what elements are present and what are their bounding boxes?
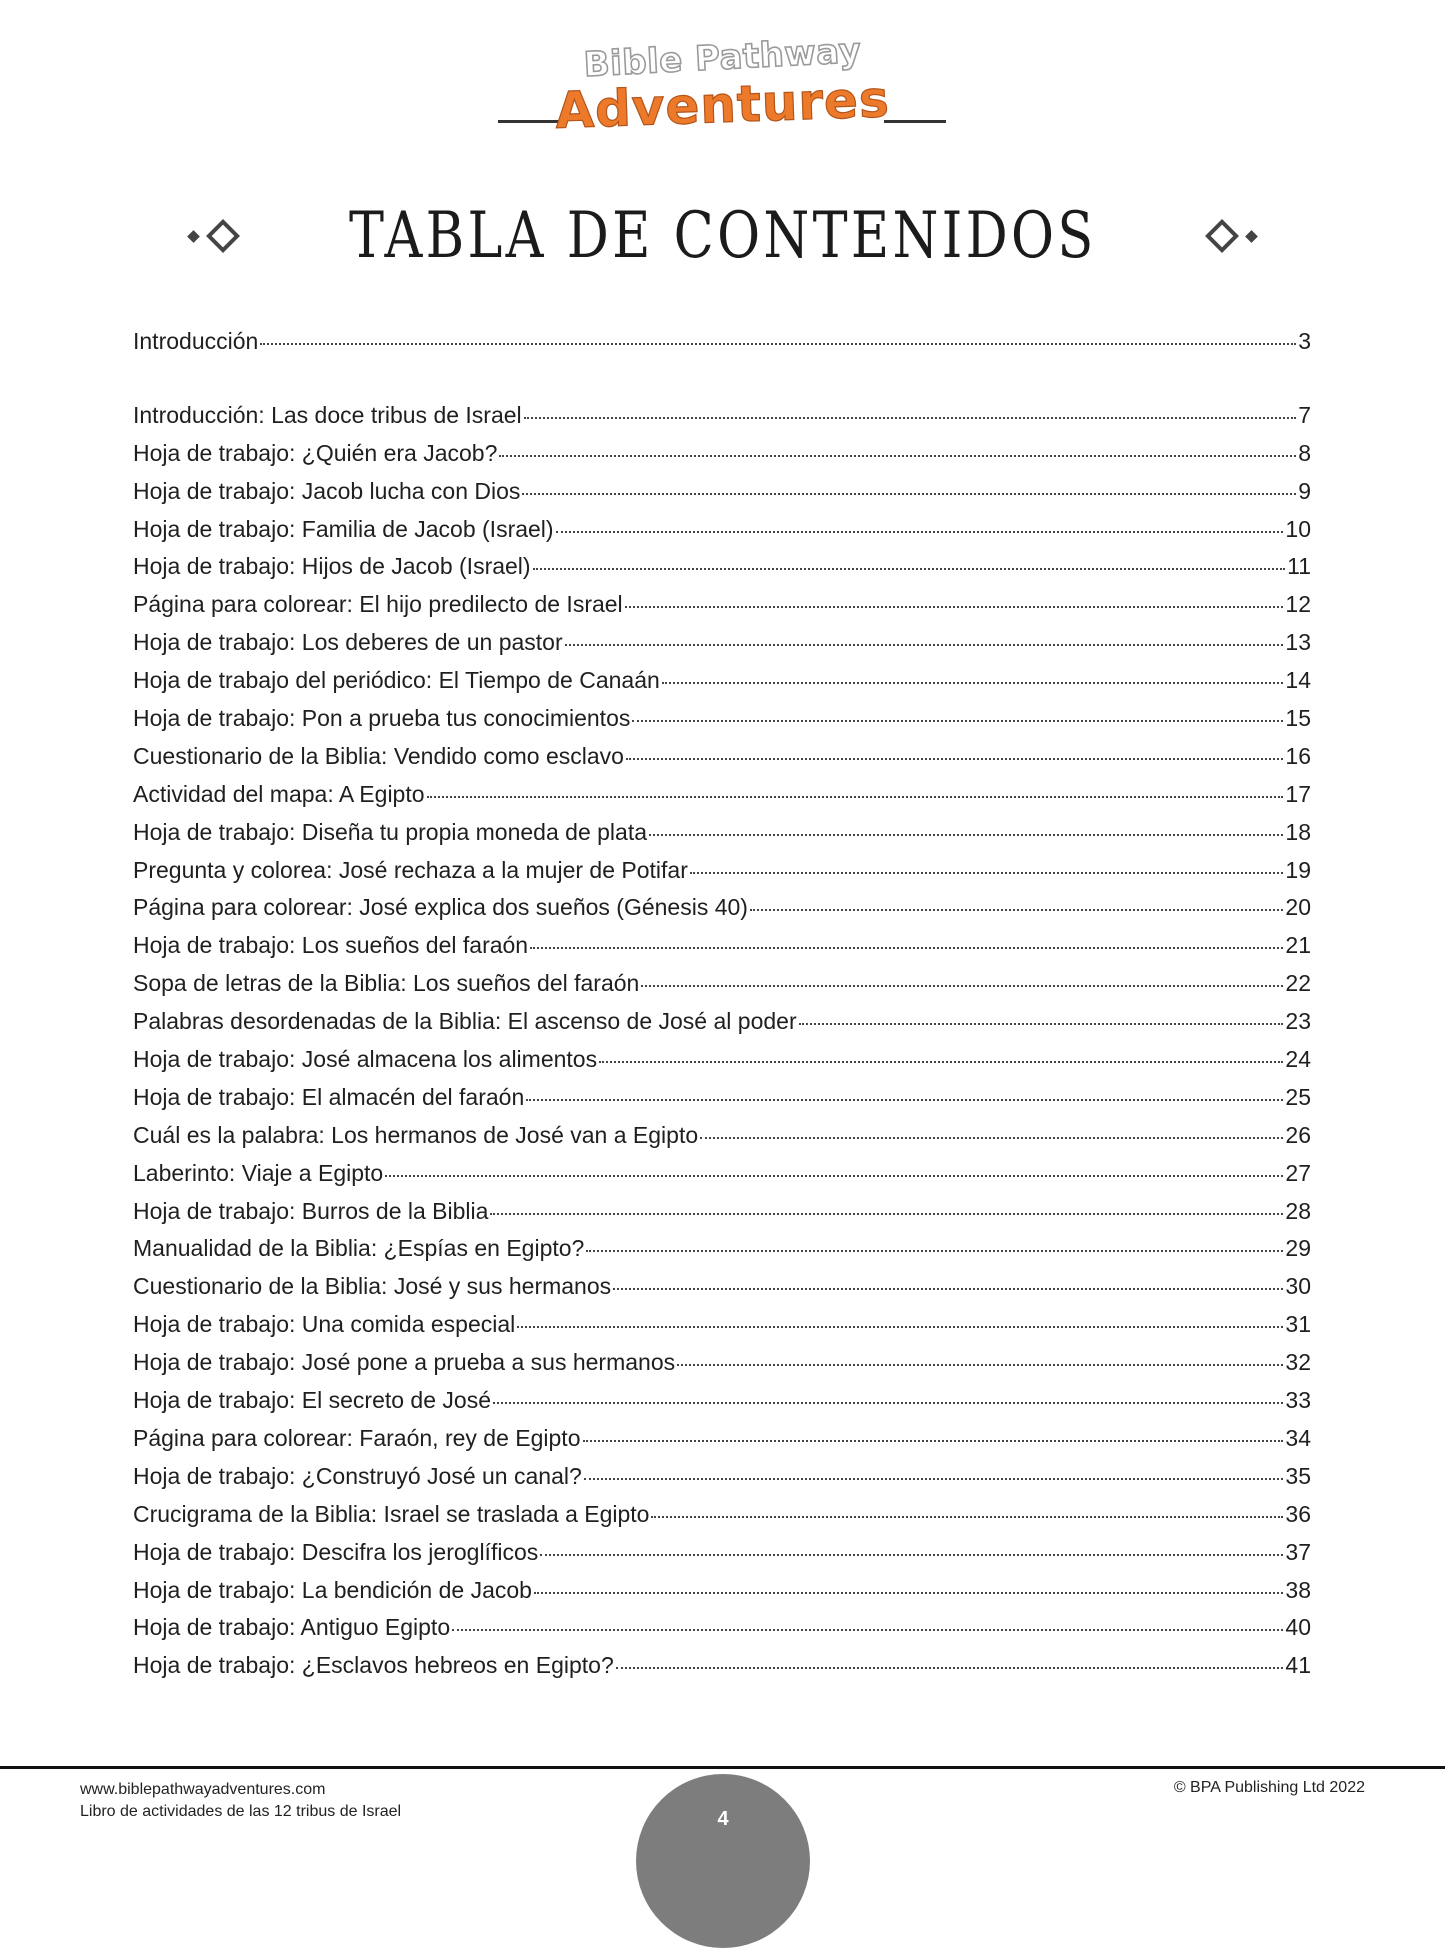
toc-entry-page: 16 xyxy=(1285,742,1311,769)
page-title: TABLA DE CONTENIDOS xyxy=(348,199,1097,273)
toc-row[interactable] xyxy=(133,402,1311,440)
toc-entry-title: Página para colorear: El hijo predilecto de Israel xyxy=(133,591,623,618)
toc-entry-title: Hoja de trabajo: Descifra los jeroglíficos xyxy=(133,1538,539,1565)
toc-leader-dots xyxy=(499,455,1296,457)
toc-entry-title: Hoja de trabajo: Pon a prueba tus conocimientos xyxy=(133,705,631,732)
toc-entry-page: 37 xyxy=(1285,1538,1311,1565)
toc-leader-dots xyxy=(700,1137,1283,1139)
toc-row[interactable] xyxy=(133,1652,1311,1690)
toc-entry-page: 25 xyxy=(1285,1083,1311,1110)
toc-entry-title: Hoja de trabajo: ¿Quién era Jacob? xyxy=(133,439,498,466)
toc-entry-title: Hoja de trabajo: Una comida especial xyxy=(133,1311,516,1338)
toc-entry-title: Sopa de letras de la Biblia: Los sueños del faraón xyxy=(133,970,640,997)
toc-row[interactable] xyxy=(133,857,1311,895)
footer-book-title: Libro de actividades de las 12 tribus de Israel xyxy=(80,1803,402,1820)
toc-leader-dots xyxy=(490,1213,1283,1215)
toc-entry-page: 31 xyxy=(1285,1311,1311,1338)
toc-entry-page: 30 xyxy=(1285,1273,1311,1300)
toc-leader-dots xyxy=(452,1629,1283,1631)
toc-entry-page: 3 xyxy=(1298,328,1311,354)
toc-row[interactable] xyxy=(133,1235,1311,1273)
toc-row[interactable] xyxy=(133,1577,1311,1615)
toc-entry-page: 13 xyxy=(1285,629,1311,656)
toc-entry-title: Actividad del mapa: A Egipto xyxy=(133,780,425,807)
toc-leader-dots xyxy=(690,872,1284,874)
toc-entry-page: 26 xyxy=(1285,1121,1311,1148)
toc-entry-title: Manualidad de la Biblia: ¿Espías en Egipto? xyxy=(133,1235,585,1262)
toc-row[interactable] xyxy=(133,894,1311,932)
toc-entry-page: 22 xyxy=(1285,970,1311,997)
toc-entry-title: Palabras desordenadas de la Biblia: El ascenso de José al poder xyxy=(133,1008,797,1035)
toc-entry-title: Hoja de trabajo: Los sueños del faraón xyxy=(133,932,529,959)
toc-leader-dots xyxy=(583,1440,1284,1442)
toc-leader-dots xyxy=(556,531,1284,533)
toc-row[interactable] xyxy=(133,1084,1311,1122)
toc-entry-title: Hoja de trabajo: Hijos de Jacob (Israel) xyxy=(133,553,531,580)
toc-row[interactable] xyxy=(133,1008,1311,1046)
diamond-ornament-right-icon xyxy=(1196,216,1260,256)
toc-row[interactable] xyxy=(133,819,1311,857)
toc-entry-page: 28 xyxy=(1285,1197,1311,1224)
toc-leader-dots xyxy=(613,1288,1283,1290)
logo xyxy=(0,30,1445,140)
toc-entry-title: Laberinto: Viaje a Egipto xyxy=(133,1159,384,1186)
toc-leader-dots xyxy=(651,1516,1283,1518)
toc-entry-page: 15 xyxy=(1285,705,1311,732)
footer-left xyxy=(80,1779,401,1823)
title-row xyxy=(0,196,1445,276)
toc-entry-title: Hoja de trabajo: ¿Construyó José un canal? xyxy=(133,1462,582,1489)
toc-row[interactable] xyxy=(133,1046,1311,1084)
toc-leader-dots xyxy=(534,1592,1283,1594)
toc-leader-dots xyxy=(260,343,1296,345)
logo-top-text: Bible Pathway xyxy=(582,30,863,86)
footer-website[interactable]: www.biblepathwayadventures.com xyxy=(80,1781,326,1798)
toc-row[interactable] xyxy=(133,1425,1311,1463)
toc-entry-title: Crucigrama de la Biblia: Israel se traslada a Egipto xyxy=(133,1500,650,1527)
toc-row[interactable] xyxy=(133,932,1311,970)
toc-row[interactable] xyxy=(133,970,1311,1008)
page-number: 4 xyxy=(717,1808,729,1830)
toc-entry-page: 41 xyxy=(1285,1652,1311,1679)
toc-entry-title: Hoja de trabajo: ¿Esclavos hebreos en Egipto? xyxy=(133,1652,614,1679)
toc-row[interactable] xyxy=(133,743,1311,781)
toc-leader-dots xyxy=(750,909,1283,911)
toc-entry-title: Hoja de trabajo: Burros de la Biblia xyxy=(133,1197,489,1224)
toc-entry-page: 17 xyxy=(1285,780,1311,807)
toc-entry-page: 10 xyxy=(1285,515,1311,542)
toc-entry-title: Hoja de trabajo: Jacob lucha con Dios xyxy=(133,477,521,504)
toc-row[interactable] xyxy=(133,1614,1311,1652)
toc-entry-page: 24 xyxy=(1285,1046,1311,1073)
toc-row[interactable] xyxy=(133,1273,1311,1311)
toc-row[interactable] xyxy=(133,1160,1311,1198)
toc-row[interactable] xyxy=(133,1387,1311,1425)
toc-entry-title: Introducción xyxy=(133,328,259,354)
table-of-contents xyxy=(133,328,1311,1690)
toc-entry-title: Introducción: Las doce tribus de Israel xyxy=(133,401,522,428)
toc-entry-page: 32 xyxy=(1285,1349,1311,1376)
toc-entry-page: 23 xyxy=(1285,1008,1311,1035)
toc-leader-dots xyxy=(626,758,1283,760)
toc-row[interactable] xyxy=(133,667,1311,705)
toc-leader-dots xyxy=(625,606,1284,608)
toc-leader-dots xyxy=(565,644,1284,646)
toc-entry-title: Hoja de trabajo: La bendición de Jacob xyxy=(133,1576,532,1603)
toc-leader-dots xyxy=(533,568,1286,570)
toc-entry-page: 33 xyxy=(1285,1387,1311,1414)
toc-entry-title: Hoja de trabajo: Familia de Jacob (Israel) xyxy=(133,515,554,542)
toc-row[interactable] xyxy=(133,1501,1311,1539)
toc-entry-title: Hoja de trabajo: Los deberes de un pastor xyxy=(133,629,563,656)
toc-entry-page: 14 xyxy=(1285,667,1311,694)
toc-row[interactable] xyxy=(133,1539,1311,1577)
toc-leader-dots xyxy=(517,1326,1283,1328)
toc-entry-title: Página para colorear: José explica dos sueños (Génesis 40) xyxy=(133,894,748,921)
toc-leader-dots xyxy=(662,682,1284,684)
toc-entry-title: Hoja de trabajo: Diseña tu propia moneda de plata xyxy=(133,818,648,845)
toc-row[interactable] xyxy=(133,1198,1311,1236)
logo-bottom-text: Adventures xyxy=(554,70,891,140)
toc-leader-dots xyxy=(427,796,1284,798)
toc-row[interactable] xyxy=(133,553,1311,591)
toc-entry-page: 11 xyxy=(1287,553,1311,580)
toc-leader-dots xyxy=(616,1667,1284,1669)
toc-leader-dots xyxy=(641,985,1283,987)
toc-row[interactable] xyxy=(133,516,1311,554)
toc-entry-title: Hoja de trabajo: El almacén del faraón xyxy=(133,1083,525,1110)
toc-entry-page: 35 xyxy=(1285,1462,1311,1489)
toc-leader-dots xyxy=(540,1554,1283,1556)
toc-leader-dots xyxy=(649,834,1283,836)
toc-row-introduction[interactable] xyxy=(133,328,1311,366)
toc-entry-page: 19 xyxy=(1285,856,1311,883)
toc-entry-title: Cuál es la palabra: Los hermanos de José van a Egipto xyxy=(133,1121,699,1148)
toc-row[interactable] xyxy=(133,1311,1311,1349)
toc-entry-page: 40 xyxy=(1285,1614,1311,1641)
toc-leader-dots xyxy=(522,493,1296,495)
toc-leader-dots xyxy=(524,417,1297,419)
diamond-ornament-left-icon xyxy=(185,216,249,256)
toc-entry-page: 38 xyxy=(1285,1576,1311,1603)
toc-entry-title: Pregunta y colorea: José rechaza a la mujer de Potifar xyxy=(133,856,688,883)
toc-row[interactable] xyxy=(133,629,1311,667)
footer-copyright: © BPA Publishing Ltd 2022 xyxy=(1173,1779,1365,1796)
toc-leader-dots xyxy=(586,1250,1283,1252)
toc-entry-page: 29 xyxy=(1285,1235,1311,1262)
toc-entry-page: 8 xyxy=(1298,439,1311,466)
toc-entry-page: 7 xyxy=(1298,401,1311,428)
toc-entry-page: 21 xyxy=(1285,932,1311,959)
toc-entry-title: Hoja de trabajo del periódico: El Tiempo de Canaán xyxy=(133,667,660,694)
toc-leader-dots xyxy=(799,1023,1284,1025)
page-number-badge xyxy=(636,1774,810,1948)
toc-leader-dots xyxy=(632,720,1283,722)
toc-entry-title: Hoja de trabajo: José almacena los alimentos xyxy=(133,1046,598,1073)
toc-leader-dots xyxy=(584,1478,1284,1480)
toc-row[interactable] xyxy=(133,781,1311,819)
toc-row[interactable] xyxy=(133,1349,1311,1387)
toc-row[interactable] xyxy=(133,440,1311,478)
toc-entry-title: Página para colorear: Faraón, rey de Egipto xyxy=(133,1424,581,1451)
toc-leader-dots xyxy=(530,947,1283,949)
toc-row[interactable] xyxy=(133,478,1311,516)
toc-entry-page: 20 xyxy=(1285,894,1311,921)
toc-entry-page: 12 xyxy=(1285,591,1311,618)
toc-entry-page: 18 xyxy=(1285,818,1311,845)
toc-entry-title: Hoja de trabajo: José pone a prueba a sus hermanos xyxy=(133,1349,676,1376)
toc-leader-dots xyxy=(599,1061,1283,1063)
toc-row[interactable] xyxy=(133,1463,1311,1501)
toc-entry-title: Cuestionario de la Biblia: Vendido como esclavo xyxy=(133,742,624,769)
toc-entry-title: Cuestionario de la Biblia: José y sus hermanos xyxy=(133,1273,612,1300)
footer-rule xyxy=(0,1766,1445,1769)
toc-entry-page: 36 xyxy=(1285,1500,1311,1527)
toc-row[interactable] xyxy=(133,1122,1311,1160)
toc-entry-page: 27 xyxy=(1285,1159,1311,1186)
toc-row[interactable] xyxy=(133,591,1311,629)
toc-leader-dots xyxy=(385,1175,1283,1177)
toc-entry-page: 34 xyxy=(1285,1424,1311,1451)
toc-leader-dots xyxy=(526,1099,1283,1101)
toc-leader-dots xyxy=(493,1402,1283,1404)
toc-row[interactable] xyxy=(133,705,1311,743)
toc-entry-title: Hoja de trabajo: Antiguo Egipto xyxy=(133,1614,451,1641)
toc-entry-page: 9 xyxy=(1298,477,1311,504)
toc-leader-dots xyxy=(677,1364,1283,1366)
toc-entry-title: Hoja de trabajo: El secreto de José xyxy=(133,1387,491,1414)
